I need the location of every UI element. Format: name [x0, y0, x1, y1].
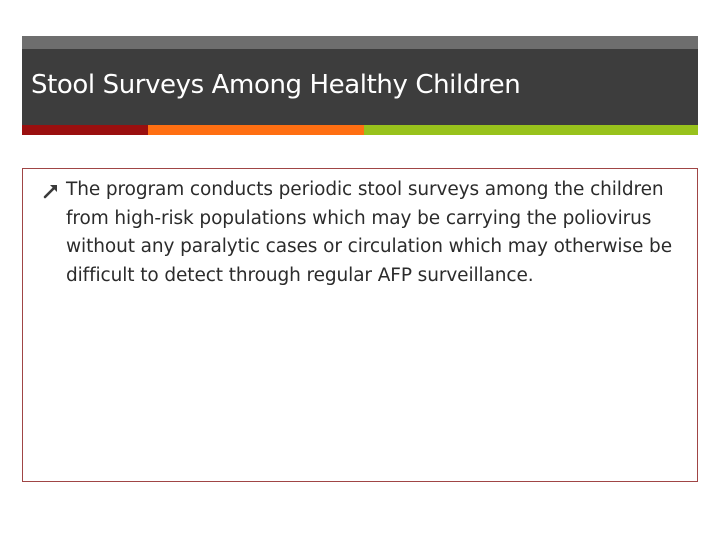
bullet-item	[43, 176, 703, 290]
arrow-bullet-icon	[43, 183, 59, 199]
bullet-text: The program conducts periodic stool surveys among the children from high-risk populations which may be carrying the poliovirus without any paralytic cases or circulation which may otherwise be difficult to detect through regular AFP surveillance.	[66, 179, 672, 286]
content-box	[22, 168, 698, 482]
slide-title: Stool Surveys Among Healthy Children	[31, 70, 521, 100]
title-bar	[22, 49, 698, 125]
title-top-strip	[22, 36, 698, 49]
accent-bar-red	[22, 125, 148, 135]
accent-bar-orange	[148, 125, 364, 135]
accent-bar-green	[364, 125, 698, 135]
